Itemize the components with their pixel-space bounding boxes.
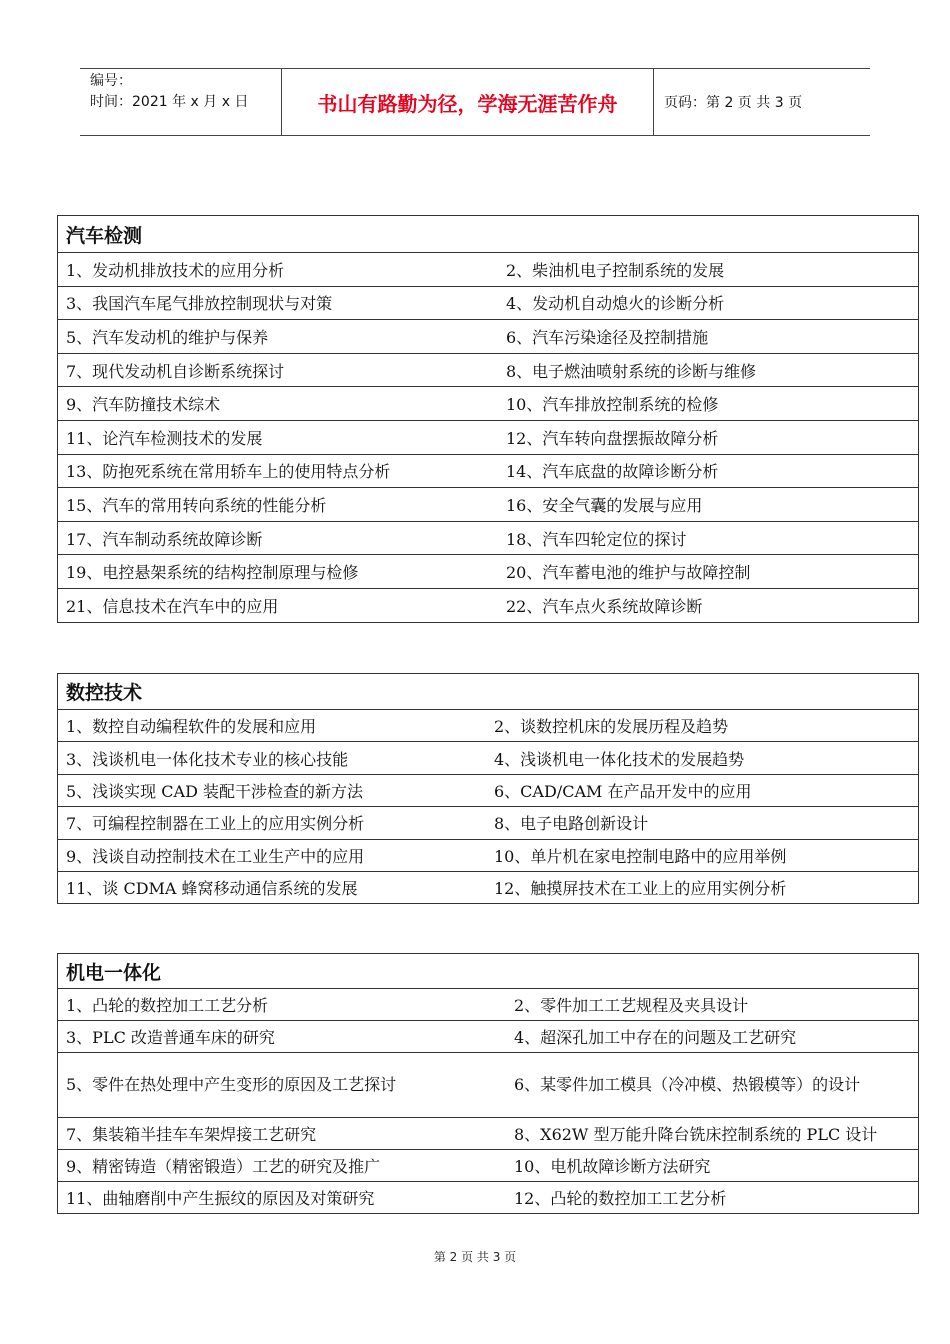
topic-item: 6、汽车污染途径及控制措施 — [506, 327, 709, 347]
topic-row-cell — [58, 1118, 919, 1150]
topic-row-cell — [58, 454, 919, 488]
topic-item: 12、触摸屏技术在工业上的应用实例分析 — [494, 879, 787, 899]
topic-item: 6、某零件加工模具（冷冲模、热锻模等）的设计 — [514, 1075, 861, 1094]
topic-item: 5、零件在热处理中产生变形的原因及工艺探讨 — [66, 1075, 397, 1094]
table-row — [58, 839, 919, 871]
table-row — [58, 521, 919, 555]
table-row — [58, 387, 919, 421]
topic-item: 13、防抱死系统在常用轿车上的使用特点分析 — [66, 462, 391, 482]
topic-item: 3、PLC 改造普通车床的研究 — [66, 1028, 275, 1047]
topic-item: 12、凸轮的数控加工工艺分析 — [514, 1189, 727, 1208]
topic-row-cell — [58, 555, 919, 589]
topic-item: 16、安全气囊的发展与应用 — [506, 495, 703, 515]
table-row — [58, 1053, 919, 1118]
page-footer: 第 2 页 共 3 页 — [433, 1250, 517, 1264]
topic-item: 8、X62W 型万能升降台铣床控制系统的 PLC 设计 — [514, 1125, 878, 1144]
table-row — [58, 807, 919, 839]
topic-item: 7、可编程控制器在工业上的应用实例分析 — [66, 814, 365, 834]
topic-row-cell — [58, 710, 919, 742]
table-row — [58, 420, 919, 454]
topic-item: 9、精密铸造（精密锻造）工艺的研究及推广 — [66, 1157, 381, 1176]
header-motto: 书山有路勤为径，学海无涯苦作舟 — [282, 69, 654, 135]
topic-row-cell — [58, 387, 919, 421]
topic-row-cell — [58, 253, 919, 287]
topic-item: 4、超深孔加工中存在的问题及工艺研究 — [514, 1028, 797, 1047]
header-page-info: 页码：第 2 页 共 3 页 — [664, 95, 803, 111]
table-row — [58, 742, 919, 774]
topic-row-cell — [58, 488, 919, 522]
topic-item: 21、信息技术在汽车中的应用 — [66, 596, 279, 616]
table-row — [58, 989, 919, 1021]
topic-row-cell — [58, 742, 919, 774]
table-row — [58, 871, 919, 903]
topic-item: 20、汽车蓄电池的维护与故障控制 — [506, 563, 751, 583]
topic-item: 7、集装箱半挂车车架焊接工艺研究 — [66, 1125, 317, 1144]
topic-item: 4、发动机自动熄火的诊断分析 — [506, 294, 725, 314]
topic-row-cell — [58, 774, 919, 806]
topic-item: 6、CAD/CAM 在产品开发中的应用 — [494, 781, 752, 801]
time-label: 时间：2021 年 x 月 x 日 — [90, 94, 249, 110]
topic-row-cell — [58, 1021, 919, 1053]
topic-row-cell — [58, 1150, 919, 1182]
table-row — [58, 774, 919, 806]
topic-item: 1、数控自动编程软件的发展和应用 — [66, 717, 317, 737]
topic-item: 9、汽车防撞技术综术 — [66, 395, 221, 415]
topic-row-cell — [58, 1053, 919, 1118]
topic-item: 3、我国汽车尾气排放控制现状与对策 — [66, 294, 333, 314]
table-row — [58, 1182, 919, 1214]
topic-row-cell — [58, 871, 919, 903]
topic-row-cell — [58, 1182, 919, 1214]
page-header — [80, 68, 870, 136]
topic-item: 5、汽车发动机的维护与保养 — [66, 327, 269, 347]
topic-item: 10、汽车排放控制系统的检修 — [506, 395, 719, 415]
topic-item: 11、谈 CDMA 蜂窝移动通信系统的发展 — [66, 879, 358, 899]
topic-row-cell — [58, 521, 919, 555]
topic-table-cnc — [57, 673, 919, 904]
topic-item: 19、电控悬架系统的结构控制原理与检修 — [66, 563, 359, 583]
topic-item: 22、汽车点火系统故障诊断 — [506, 596, 703, 616]
topic-item: 2、谈数控机床的发展历程及趋势 — [494, 717, 729, 737]
section-title: 机电一体化 — [58, 954, 919, 989]
topic-row-cell — [58, 989, 919, 1021]
table-row — [58, 555, 919, 589]
topic-item: 1、凸轮的数控加工工艺分析 — [66, 996, 269, 1015]
table-row — [58, 1021, 919, 1053]
topic-item: 3、浅谈机电一体化技术专业的核心技能 — [66, 749, 349, 769]
table-row — [58, 320, 919, 354]
topic-item: 8、电子电路创新设计 — [494, 814, 649, 834]
topic-row-cell — [58, 320, 919, 354]
topic-item: 12、汽车转向盘摆振故障分析 — [506, 428, 719, 448]
topic-item: 7、现代发动机自诊断系统探讨 — [66, 361, 285, 381]
topic-item: 2、零件加工工艺规程及夹具设计 — [514, 996, 749, 1015]
topic-row-cell — [58, 353, 919, 387]
table-row — [58, 710, 919, 742]
table-row — [58, 1150, 919, 1182]
table-row — [58, 286, 919, 320]
topic-item: 8、电子燃油喷射系统的诊断与维修 — [506, 361, 757, 381]
topic-item: 18、汽车四轮定位的探讨 — [506, 529, 687, 549]
topic-item: 9、浅谈自动控制技术在工业生产中的应用 — [66, 846, 365, 866]
topic-item: 11、论汽车检测技术的发展 — [66, 428, 263, 448]
section-title: 汽车检测 — [58, 216, 919, 253]
table-row — [58, 253, 919, 287]
topic-row-cell — [58, 286, 919, 320]
topic-item: 11、曲轴磨削中产生振纹的原因及对策研究 — [66, 1189, 375, 1208]
topic-item: 2、柴油机电子控制系统的发展 — [506, 260, 725, 280]
number-label: 编号： — [90, 73, 132, 89]
table-row — [58, 454, 919, 488]
topic-item: 15、汽车的常用转向系统的性能分析 — [66, 495, 327, 515]
table-row — [58, 1118, 919, 1150]
topic-item: 14、汽车底盘的故障诊断分析 — [506, 462, 719, 482]
topic-table-mechatronics — [57, 953, 919, 1214]
topic-item: 4、浅谈机电一体化技术的发展趋势 — [494, 749, 745, 769]
topic-item: 10、电机故障诊断方法研究 — [514, 1157, 711, 1176]
topic-item: 17、汽车制动系统故障诊断 — [66, 529, 263, 549]
section-title: 数控技术 — [58, 674, 919, 710]
topic-row-cell — [58, 420, 919, 454]
table-row — [58, 588, 919, 622]
topic-row-cell — [58, 839, 919, 871]
topic-item: 10、单片机在家电控制电路中的应用举例 — [494, 846, 787, 866]
topic-table-auto-testing — [57, 215, 919, 623]
topic-item: 5、浅谈实现 CAD 装配干涉检查的新方法 — [66, 781, 363, 801]
header-meta — [80, 69, 282, 135]
table-row — [58, 488, 919, 522]
topic-row-cell — [58, 588, 919, 622]
topic-item: 1、发动机排放技术的应用分析 — [66, 260, 285, 280]
topic-row-cell — [58, 807, 919, 839]
table-row — [58, 353, 919, 387]
